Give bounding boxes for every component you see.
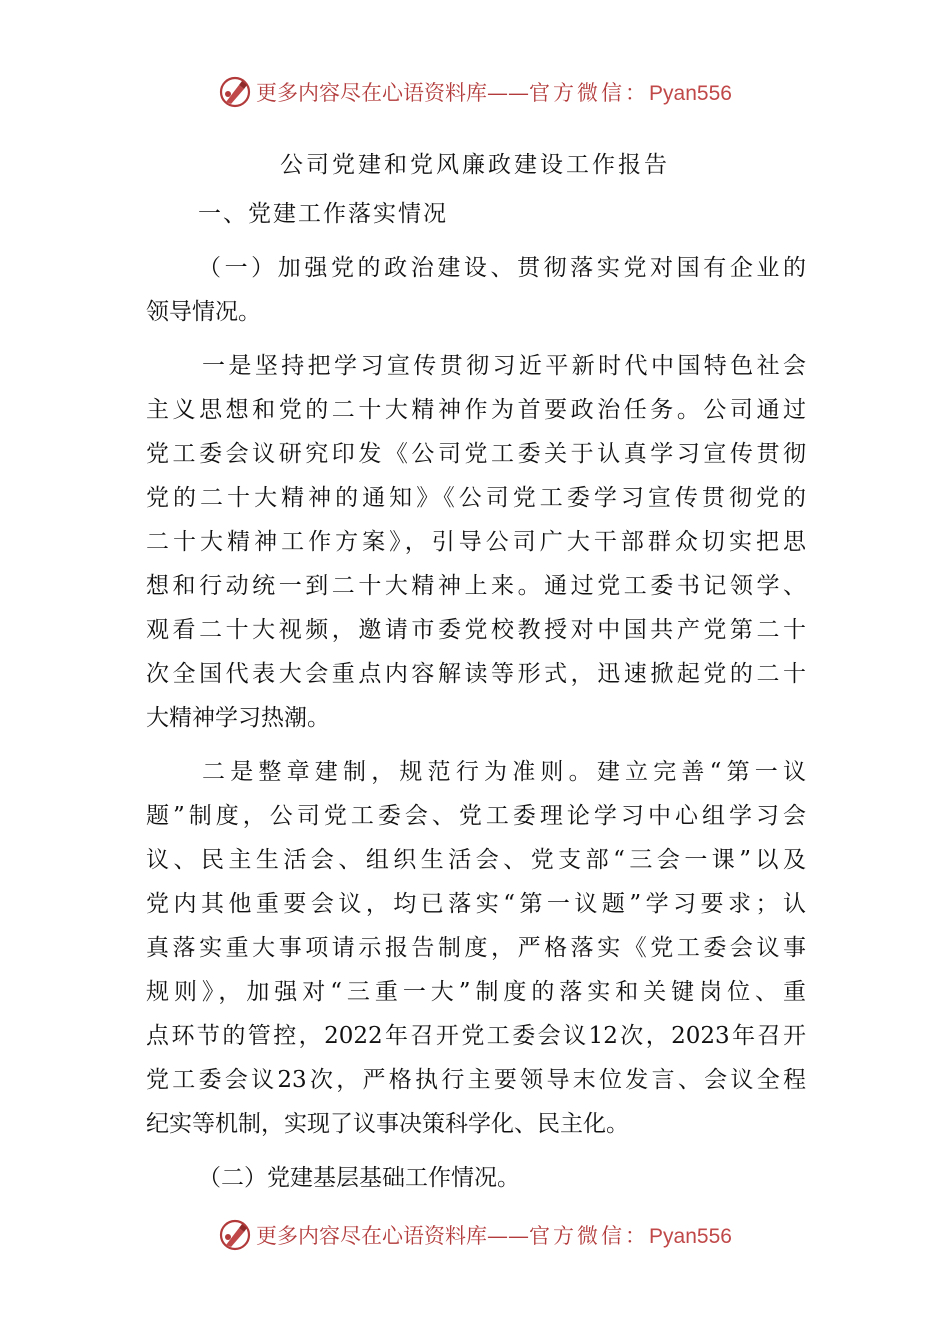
paragraph-line: 真落实重大事项请示报告制度，严格落实《党工委会议事 xyxy=(146,935,806,961)
paragraph-line: 一是坚持把学习宣传贯彻习近平新时代中国特色社会 xyxy=(202,353,806,379)
watermark-dash: —— xyxy=(487,1224,530,1248)
document-title: 公司党建和党风廉政建设工作报告 xyxy=(280,152,670,178)
document-body xyxy=(146,192,806,1200)
watermark-wechat-id: Pyan556 xyxy=(649,82,732,105)
paragraph-line: 次全国代表大会重点内容解读等形式，迅速掀起党的二十 xyxy=(146,661,806,687)
watermark-label: 官方微信： xyxy=(529,1224,650,1248)
paragraph-line: 党内其他重要会议，均已落实“第一议题”学习要求；认 xyxy=(146,891,806,917)
watermark-text xyxy=(256,77,732,107)
paragraph-line: 党的二十大精神的通知》《公司党工委学习宣传贯彻党的 xyxy=(146,485,806,511)
paragraph-line: 点环节的管控，2022年召开党工委会议12次，2023年召开 xyxy=(146,1023,806,1049)
paragraph-line: 议、民主生活会、组织生活会、党支部“三会一课”以及 xyxy=(146,847,806,873)
paragraph-line: 想和行动统一到二十大精神上来。通过党工委书记领学、 xyxy=(146,573,806,599)
subsection-heading-line: 领导情况。 xyxy=(146,299,261,325)
watermark-slogan: 更多内容尽在心语资料库 xyxy=(256,1224,488,1248)
paragraph-line: 主义思想和党的二十大精神作为首要政治任务。公司通过 xyxy=(146,397,806,423)
paragraph-line: 规则》，加强对“三重一大”制度的落实和关键岗位、重 xyxy=(146,979,806,1005)
watermark-slogan: 更多内容尽在心语资料库 xyxy=(256,81,488,105)
paragraph-line: 题”制度，公司党工委会、党工委理论学习中心组学习会 xyxy=(146,803,806,829)
pen-nib-logo-icon xyxy=(218,1218,252,1252)
watermark-footer xyxy=(0,1213,950,1257)
paragraph-line: 党工委会议研究印发《公司党工委关于认真学习宣传贯彻 xyxy=(146,441,806,467)
paragraph-line: 纪实等机制，实现了议事决策科学化、民主化。 xyxy=(146,1111,629,1137)
watermark-text xyxy=(256,1220,732,1250)
subsection-heading-line: （一）加强党的政治建设、贯彻落实党对国有企业的 xyxy=(198,255,806,281)
watermark-dash: —— xyxy=(487,81,530,105)
paragraph-line: 二是整章建制，规范行为准则。建立完善“第一议 xyxy=(202,759,806,785)
paragraph-line: 大精神学习热潮。 xyxy=(146,705,330,731)
subsection-heading: （二）党建基层基础工作情况。 xyxy=(198,1165,520,1191)
watermark-label: 官方微信： xyxy=(529,81,650,105)
paragraph-line: 二十大精神工作方案》，引导公司广大干部群众切实把思 xyxy=(146,529,806,555)
paragraph-line: 观看二十大视频，邀请市委党校教授对中国共产党第二十 xyxy=(146,617,806,643)
pen-nib-logo-icon xyxy=(218,75,252,109)
paragraph-line: 党工委会议23次，严格执行主要领导末位发言、会议全程 xyxy=(146,1067,806,1093)
watermark-wechat-id: Pyan556 xyxy=(649,1225,732,1248)
section-heading: 一、党建工作落实情况 xyxy=(198,201,448,227)
watermark-header xyxy=(0,70,950,114)
